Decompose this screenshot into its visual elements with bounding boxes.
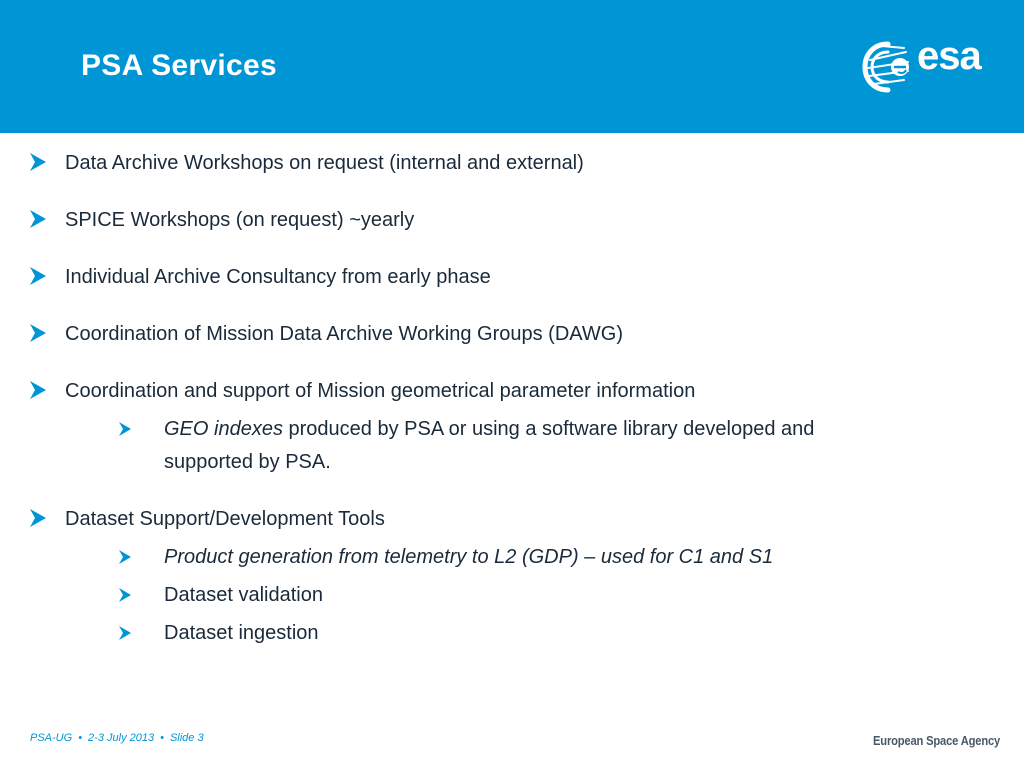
sub-bullet-text-continued: supported by PSA. xyxy=(164,451,331,473)
list-item xyxy=(65,147,584,180)
esa-logo-icon xyxy=(860,38,916,96)
arrow-bullet-icon xyxy=(29,508,47,528)
arrow-bullet-icon xyxy=(29,152,47,172)
list-item xyxy=(65,261,491,294)
list-item xyxy=(65,204,414,237)
list-item xyxy=(65,318,623,351)
header-bar xyxy=(0,0,1024,133)
logo-text: esa xyxy=(917,34,981,78)
arrow-bullet-icon xyxy=(29,380,47,400)
sub-list-item xyxy=(164,541,773,574)
sub-bullet-italic-text: GEO indexes xyxy=(164,418,283,440)
sub-bullet-text: Dataset ingestion xyxy=(164,622,319,644)
bullet-text: Coordination and support of Mission geometrical parameter information xyxy=(65,380,696,402)
arrow-bullet-icon xyxy=(29,323,47,343)
footer-date: 2-3 July 2013 xyxy=(88,732,155,744)
bullet-text: Data Archive Workshops on request (internal and external) xyxy=(65,152,584,174)
bullet-text: Coordination of Mission Data Archive Working Groups (DAWG) xyxy=(65,323,623,345)
arrow-bullet-icon xyxy=(118,421,132,437)
bullet-text: Individual Archive Consultancy from early phase xyxy=(65,266,491,288)
footer-separator: • xyxy=(78,732,83,744)
sub-bullet-text: produced by PSA or using a software library developed and xyxy=(282,418,815,440)
sub-list-item xyxy=(164,579,323,612)
footer-info xyxy=(30,732,204,744)
bullet-text: SPICE Workshops (on request) ~yearly xyxy=(65,209,415,231)
sub-bullet-text: Product generation from telemetry to L2 (GDP) – used for C1 and S1 xyxy=(164,546,774,568)
sub-list-item xyxy=(164,617,319,650)
arrow-bullet-icon xyxy=(29,266,47,286)
arrow-bullet-icon xyxy=(118,625,132,641)
footer-separator: • xyxy=(160,732,164,744)
sub-list-item xyxy=(164,413,924,479)
footer-slide-number: Slide 3 xyxy=(169,732,204,744)
slide-title: PSA Services xyxy=(81,49,277,82)
footer-event: PSA-UG xyxy=(30,732,73,744)
sub-bullet-text: Dataset validation xyxy=(164,584,323,606)
footer-agency: European Space Agency xyxy=(873,733,1001,748)
esa-logo xyxy=(860,34,1000,96)
list-item xyxy=(65,375,695,408)
list-item xyxy=(65,503,385,536)
arrow-bullet-icon xyxy=(29,209,47,229)
arrow-bullet-icon xyxy=(118,587,132,603)
bullet-text: Dataset Support/Development Tools xyxy=(65,508,385,530)
arrow-bullet-icon xyxy=(118,549,132,565)
